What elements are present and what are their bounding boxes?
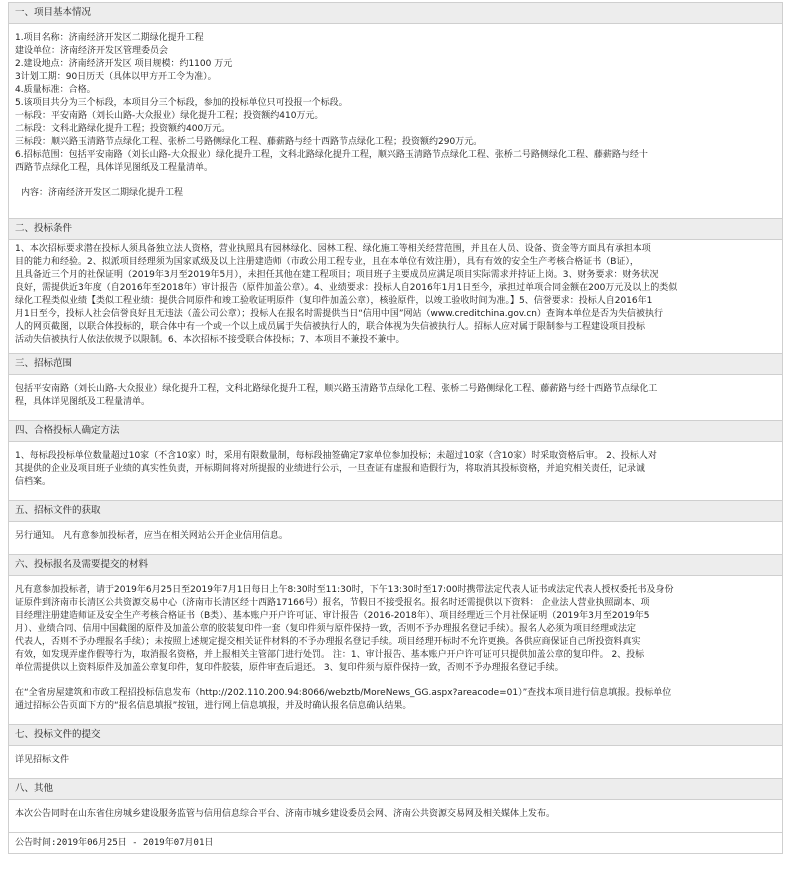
registration-line: 目经理注册建造师证及安全生产考核合格证书（B类）、基本账户开户许可证、审计报告（2016-2018年）、项目经理近三个月社保证明（2019年3月至2019年5: [15, 611, 650, 621]
section-5-heading: 五、招标文件的获取: [9, 500, 782, 522]
lot-1-line: 一标段：平安南路（刘长山路-大众报业）绿化提升工程；投资额约410万元。: [15, 111, 324, 121]
condition-line: 人的网页截图，以联合体投标的，联合体中有一个或一个以上成员属于失信被执行人的，联合体视为失信被执行人。招标人应对属于限制参与工程建设项目投标: [15, 322, 646, 332]
condition-line: 1、本次招标要求潜在投标人须具备独立法人资格，营业执照具有园林绿化、园林工程、绿化施工等相关经营范围，并且在人员、设备、资金等方面具有承担本项: [15, 244, 651, 254]
online-registration-line: 在“全省房屋建筑和市政工程招投标信息发布（http://202.110.200.94:8066/webztb/MoreNews_GG.aspx?areacode=01）”查找本项目进行信息填报。投标单位: [15, 688, 672, 698]
section-4-heading: 四、合格投标人确定方法: [9, 420, 782, 442]
lot-3-line: 三标段：顺兴路玉清路节点绿化工程、张桥二号路侧绿化工程、藤薪路与经十西路节点绿化工程；投资额约290万元。: [15, 137, 483, 147]
project-name-line: 1.项目名称：济南经济开发区二期绿化提升工程: [15, 33, 204, 43]
registration-line: 证原件到济南市长清区公共资源交易中心（济南市长清区经十西路17166号）报名，节假日不接受报名。报名时还需提供以下资料： 企业法人营业执照副本、项: [15, 598, 650, 608]
submission-text: 详见招标文件: [15, 755, 70, 765]
condition-line: 目的能力和经验。2、拟派项目经理须为国家贰级及以上注册建造师（市政公用工程专业，且在本单位有效注册），具有有效的安全生产考核合格证书（B证），: [15, 257, 639, 267]
section-2-body: [9, 240, 782, 353]
section-8-body: [9, 800, 782, 832]
condition-line: 绿化工程类似业绩【类似工程业绩：提供合同原件和竣工验收证明原件（复印件加盖公章），核验原件，以竣工验收时间为准。】5、信誉要求：投标人自2016年1: [15, 296, 653, 306]
section-4-body: [9, 442, 782, 500]
registration-line: 代表人，否则不予办理报名手续）；未按照上述规定提交相关证件材料的不予办理报名登记手续。项目经理开标时不允许更换。各供应商保证自己所投资料真实: [15, 637, 641, 647]
condition-line: 良好，需提供近3年度（自2016年至2018年）审计报告（原件加盖公章）。4、业绩要求：投标人自2016年1月1日至今，承担过单项合同金额在200万元及以上的类似: [15, 283, 678, 293]
lot-2-line: 二标段：文科北路绿化提升工程；投资额约400万元。: [15, 124, 231, 134]
content-line: 内容：济南经济开发区二期绿化提升工程: [21, 188, 184, 198]
method-line: 信档案。: [15, 477, 52, 487]
condition-line: 且具备近三个月的社保证明（2019年3月至2019年5月），未担任其他在建工程项目；项目班子主要成员应满足项目实际需求并持证上岗。3、财务要求：财务状况: [15, 270, 659, 280]
section-6-body: [9, 576, 782, 724]
scope-text-line: 包括平安南路（刘长山路-大众报业）绿化提升工程，文科北路绿化提升工程，顺兴路玉清路节点绿化工程、张桥二号路侧绿化工程、藤薪路与经十西路节点绿化工: [15, 384, 658, 394]
method-line: 1、每标段投标单位数量超过10家（不含10家）时，采用有限数量制，每标段抽签确定7家单位参加投标；未超过10家（含10家）时采取资格后审。 2、投标人对: [15, 451, 657, 461]
online-registration-line: 通过招标公告页面下方的“报名信息填报”按钮，进行网上信息填报，并及时确认报名信息确认结果。: [15, 701, 412, 711]
announcement-document: [8, 2, 783, 854]
announcement-period: 公告时间:2019年06月25日 - 2019年07月01日: [9, 832, 782, 854]
condition-line: 月1日至今，投标人社会信誉良好且无违法（盖公司公章）；投标人在报名时需提供当日“信用中国”网站（www.creditchina.gov.cn）查询本单位是否为失信被执行: [15, 309, 663, 319]
registration-line: 月）、业绩合同、信用中国截图的原件及加盖公章的胶装复印件一套（复印件须与原件保持一致，否则不予办理报名登记手续）。报名人必须为项目经理或法定: [15, 624, 637, 634]
scope-text-line: 程，具体详见图纸及工程量清单。: [15, 397, 151, 407]
lots-line: 5.该项目共分为三个标段，本项目分三个标段，参加的投标单位只可投报一个标段。: [15, 98, 348, 108]
quality-line: 4.质量标准：合格。: [15, 85, 96, 95]
acquisition-text: 另行通知。 凡有意参加投标者，应当在相关网站公开企业信用信息。: [15, 531, 288, 541]
section-1-body: [9, 24, 782, 218]
section-7-body: [9, 746, 782, 778]
scope-line: 6.招标范围：包括平安南路（刘长山路-大众报业）绿化提升工程，文科北路绿化提升工程，顺兴路玉清路节点绿化工程、张桥二号路侧绿化工程、藤薪路与经十: [15, 150, 648, 160]
condition-line: 活动失信被执行人依法依规予以限制。6、本次招标不接受联合体投标；7、本项目不兼投不兼中。: [15, 335, 405, 345]
section-2-heading: 二、投标条件: [9, 218, 782, 240]
section-3-heading: 三、招标范围: [9, 353, 782, 375]
section-7-heading: 七、投标文件的提交: [9, 724, 782, 746]
method-line: 其提供的企业及项目班子业绩的真实性负责，开标期间将对所提报的业绩进行公示，一旦查证有虚报和造假行为，将取消其投标资格，并追究相关责任，记录诚: [15, 464, 646, 474]
registration-line: 凡有意参加投标者，请于2019年6月25日至2019年7月1日每日上午8:30时至11:30时，下午13:30时至17:00时携带法定代表人证书或法定代表人授权委托书及身份: [15, 585, 674, 595]
section-3-body: [9, 375, 782, 420]
duration-line: 3计划工期：90日历天（具体以甲方开工令为准）。: [15, 72, 217, 82]
section-8-heading: 八、其他: [9, 778, 782, 800]
section-6-heading: 六、投标报名及需要提交的材料: [9, 554, 782, 576]
location-scale-line: 2.建设地点：济南经济开发区 项目规模：约1100 万元: [15, 59, 233, 69]
section-5-body: [9, 522, 782, 554]
section-1-heading: 一、项目基本情况: [9, 2, 782, 24]
other-text: 本次公告同时在山东省住房城乡建设服务监管与信用信息综合平台、济南市城乡建设委员会网、济南公共资源交易网及相关媒体上发布。: [15, 809, 556, 819]
owner-line: 建设单位：济南经济开发区管理委员会: [15, 46, 169, 56]
scope-line: 西路节点绿化工程，具体详见图纸及工程量清单。: [15, 163, 214, 173]
registration-line: 单位需提供以上资料原件及加盖公章复印件，复印件胶装，原件审查后退还。 3、复印件须与原件保持一致，否则不予办理报名登记手续。: [15, 663, 564, 673]
registration-line: 有效，如发现弄虚作假等行为，取消报名资格，并上报相关主管部门进行处罚。 注：1、审计报告、基本账户开户许可证可只提供加盖公章的复印件。 2、投标: [15, 650, 645, 660]
